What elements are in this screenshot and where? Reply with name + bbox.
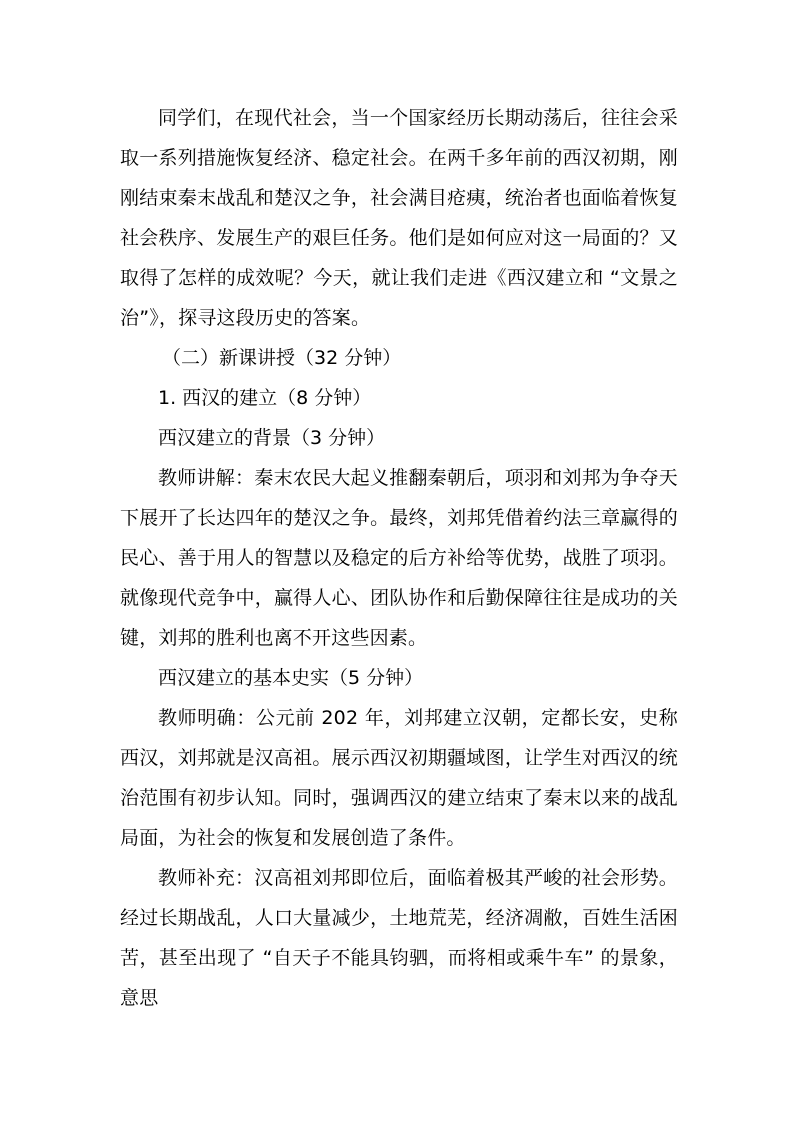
background-heading: 西汉建立的背景（3 分钟）: [158, 427, 386, 449]
background-paragraph: 教师讲解：秦末农民大起义推翻秦朝后，项羽和刘邦为争夺天下展开了长达四年的楚汉之争。最终，刘邦凭借着约法三章赢得的民心、善于用人的智慧以及稳定的后方补给等优势，战胜了项羽。就像现代竞争中，赢得人心、团队协作和后勤保障往往是成功的关键，刘邦的胜利也离不开这些因素。: [120, 467, 678, 649]
section-heading: （二）新课讲授（32 分钟）: [162, 347, 402, 369]
facts-paragraph: 教师明确：公元前 202 年，刘邦建立汉朝，定都长安，史称西汉，刘邦就是汉高祖。展示西汉初期疆域图，让学生对西汉的统治范围有初步认知。同时，强调西汉的建立结束了秦末以来的战乱局面，为社会的恢复和发展创造了条件。: [120, 707, 678, 849]
subsection-heading: 1. 西汉的建立（8 分钟）: [158, 387, 372, 409]
facts-heading: 西汉建立的基本史实（5 分钟）: [158, 667, 424, 689]
document-body: [120, 98, 678, 1018]
supplement-paragraph: 教师补充：汉高祖刘邦即位后，面临着极其严峻的社会形势。经过长期战乱，人口大量减少，土地荒芜，经济凋敝，百姓生活困苦，甚至出现了 “自天子不能具钧驷，而将相或乘牛车” 的景象，意思: [120, 867, 678, 1009]
intro-paragraph: 同学们，在现代社会，当一个国家经历长期动荡后，往往会采取一系列措施恢复经济、稳定社会。在两千多年前的西汉初期，刚刚结束秦末战乱和楚汉之争，社会满目疮痍，统治者也面临着恢复社会秩序、发展生产的艰巨任务。他们是如何应对这一局面的？又取得了怎样的成效呢？今天，就让我们走进《西汉建立和 “文景之治”》，探寻这段历史的答案。: [120, 107, 678, 329]
